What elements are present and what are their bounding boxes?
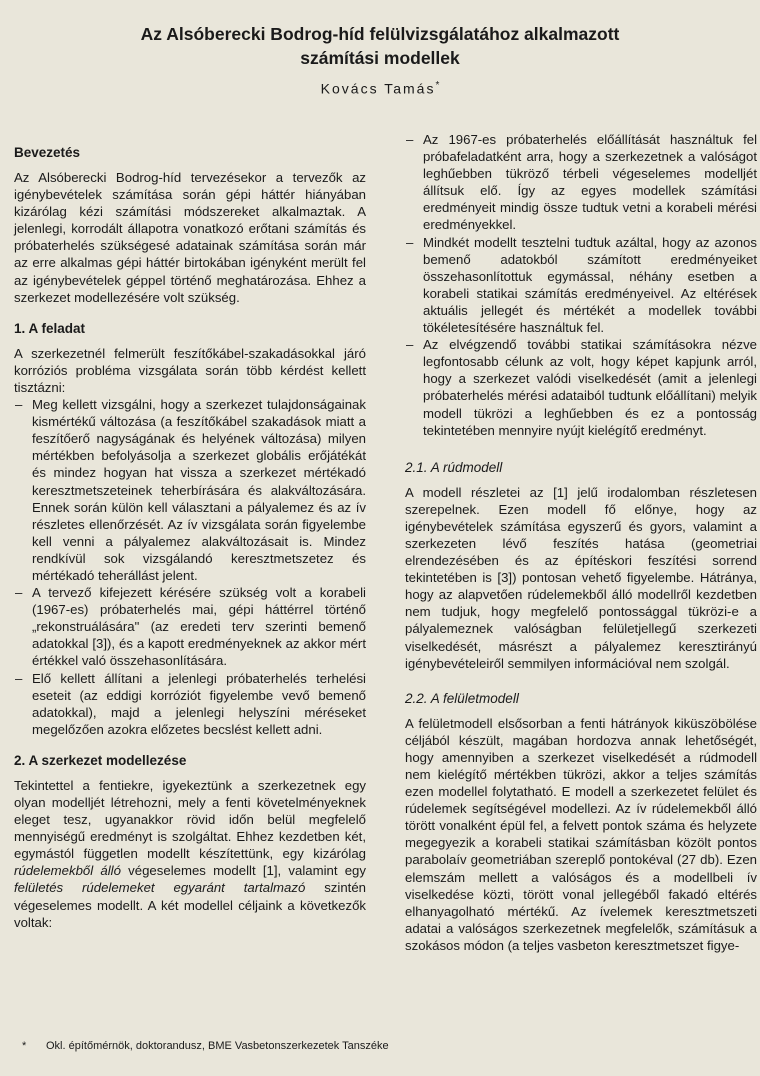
section-heading-intro: Bevezetés bbox=[14, 145, 81, 160]
section-heading-2-1: 2.1. A rúdmodell bbox=[405, 459, 503, 475]
section-heading-2-2: 2.2. A felületmodell bbox=[405, 690, 519, 706]
text-run: végeselemes modellt [1], valamint egy bbox=[120, 863, 366, 879]
list-item: – Elő kellett állítani a jelenlegi próbaterhelés terhelési eseteit (az eddigi korróziót figyelembe vevő bemenő adatokkal), majd a jelenlegi helyszíni méréseket megelőzően azokra előzetes becslést kellett adni. bbox=[14, 670, 366, 738]
right-column bbox=[405, 131, 757, 968]
section-2-list bbox=[405, 131, 757, 439]
list-item: – Mindkét modellt tesztelni tudtuk azáltal, hogy az azonos bemenő adatokból számított eredményeiket összehasonlítottuk egymással, néhány esetben a korabeli statikai számítás eredményeivel. Az eltérések aktuális jellegét és mértékét a modellek további tökéletesítésére használtuk fel. bbox=[405, 234, 757, 337]
list-item: – A tervező kifejezett kérésére szükség volt a korabeli (1967-es) próbaterhelés mai, gépi háttérrel történő „rekonstruálására" (az eredeti terv szerinti bemenő adatokkal [3]), és a kapott eredményeknek az akkor mért értékkel való összehasonlítására. bbox=[14, 584, 366, 669]
section-1 bbox=[14, 320, 366, 738]
section-1-list bbox=[14, 396, 366, 738]
left-column bbox=[14, 144, 366, 945]
section-2-goals bbox=[405, 131, 757, 439]
text-run: Tekintettel a fentiekre, igyekeztünk a szerkezetnek egy olyan modelljét létrehozni, mely a fenti követelményeknek eleget tesz, ugyanakkor rövid időn belül megfelelő mennyiségű eredményt is szolgáltat. Ehhez kezdetben két, egymástól független modellt készítettünk, egy kizárólag bbox=[14, 777, 366, 862]
text-emphasis: rúdelemekből álló bbox=[14, 863, 121, 879]
paper-title bbox=[60, 22, 700, 70]
title-line-2: számítási modellek bbox=[300, 48, 460, 68]
footnote-mark: * bbox=[22, 1040, 27, 1052]
section-2 bbox=[14, 752, 366, 931]
list-item: – Az 1967-es próbaterhelés előállítását használtuk fel próbafeladatként arra, hogy a szerkezetnek a valóságot leghűebben tükröző térbeli végeselemes modelljét állítsuk elő. Így az egyes modellek számítási eredményeit mindig össze tudtuk vetni a korabeli mérési eredményekkel. bbox=[405, 131, 757, 234]
text-run: szintén végeselemes modellt. A két modellel céljaink a következők voltak: bbox=[14, 880, 366, 930]
author-footnote-mark: * bbox=[435, 80, 440, 91]
section-heading-1: 1. A feladat bbox=[14, 320, 86, 336]
author-name: Kovács Tamás bbox=[320, 80, 436, 97]
list-item: – Meg kellett vizsgálni, hogy a szerkezet tulajdonságainak kismértékű változása (a feszítőkábel szakadások miatt a feszítőerő nagyságának és helyének változása) milyen mértékben befolyásolja a szerkezet globális erőjátékát és mindez hogyan hat vissza a szerkezet mértékadó keresztmetszeteinek teherbírására és alakváltozására. Ennek során külön kell választani a pályalemez és az ív részletes ellenőrzését. Az ív vizsgálata során figyelembe kell venni a pályalemez alakváltozásait is. Mindez rendkívül sok vizsgálandó keresztmetszetez és mértékadó teherállást jelent. bbox=[14, 396, 366, 584]
section-2-1 bbox=[405, 459, 757, 672]
text-emphasis: felületés rúdelemeket egyaránt tartalmazó bbox=[14, 880, 306, 896]
section-1-intro: A szerkezetnél felmerült feszítőkábel-szakadásokkal járó korróziós probléma vizsgálata során több kérdést kellett tisztázni: bbox=[14, 345, 366, 395]
section-2-2 bbox=[405, 690, 757, 954]
footnote-text: Okl. építőmérnök, doktorandusz, BME Vasbetonszerkezetek Tanszéke bbox=[46, 1040, 389, 1052]
intro-paragraph: Az Alsóberecki Bodrog-híd tervezésekor a tervezők az igénybevételek számítása során gépi háttér hiányában kizárólag kézi számítási módszereket alkalmaztak. A jelenlegi, korrodált állapotra vonatkozó erőtani számítás és próbaterhelés szükségesé adatainak számítása során már az erre alkalmas gépi háttér birtokában igényként merült fel az igénybevételek géppel történő meghatározása. Ehhez a szerkezet modellezésére volt szükség. bbox=[14, 170, 366, 305]
section-heading-2: 2. A szerkezet modellezése bbox=[14, 752, 187, 768]
section-2-paragraph bbox=[14, 777, 366, 931]
section-intro bbox=[14, 144, 366, 306]
author-line bbox=[0, 80, 760, 97]
section-2-2-paragraph: A felületmodell elsősorban a fenti hátrányok kiküszöbölése céljából készült, magában hordozva annak lehetőségét, hogy amennyiben a szerkezet viselkedését a rúdmodell nem kielégítő mértékben tükrözi, akkor a teljes számítás ezen modellel folytatható. E modell a szerkezetet felület és rúdelemek segítségével modellezi. Az ív rúdelemekből álló törött vonalként épül fel, a felvett pontok száma és helyzete megegyezik a korabeli statikai számításban közölt pontos parabolaív geometriában szereplő pontokéval (27 db). Ezen elemszám mellett a valóságos és a modellbeli ív viselkedése közti, törött vonal jellegéből fakadó eltérés elhanyagolható mértékű. Az ívelemek keresztmetszeti adatai a valóságos szerkezetnek megfelelők, számításuk a szokásos módon (a teljes vasbeton keresztmetszet figye- bbox=[405, 715, 757, 953]
footnote bbox=[22, 1040, 389, 1052]
title-line-1: Az Alsóberecki Bodrog-híd felülvizsgálatához alkalmazott bbox=[140, 24, 620, 44]
list-item: – Az elvégzendő további statikai számításokra nézve legfontosabb célunk az volt, hogy képet kapjunk arról, hogy a szerkezet valódi viselkedését (amit a jelenlegi próbaterhelés mérési adataiból tudtunk előállítani) melyik modell tükrözi a leghűebben és ez a pontosság tekintetében mennyire nyújt kielégítő eredményt. bbox=[405, 336, 757, 439]
section-2-1-paragraph: A modell részletei az [1] jelű irodalomban részletesen szerepelnek. Ezen modell fő előnye, hogy az igénybevételek számítása egyszerű és gyors, valamint a szerkezeten lévő feszítés hatása (geometriai elrendezésében és az építéskori feszítési sorrend tekintetében is [3]) pontosan vehető figyelembe. Hátránya, hogy az alapvetően rúdelemekből álló modellről kezdetben nem tudjuk, hogy megfelelő pontossággal tükrözi-e a pályalemeznek valóságban felületjellegű szerkezeti viselkedését, másrészt a pályalemez keresztirányú igénybevételeiről semmilyen információval nem szolgál. bbox=[405, 484, 757, 671]
